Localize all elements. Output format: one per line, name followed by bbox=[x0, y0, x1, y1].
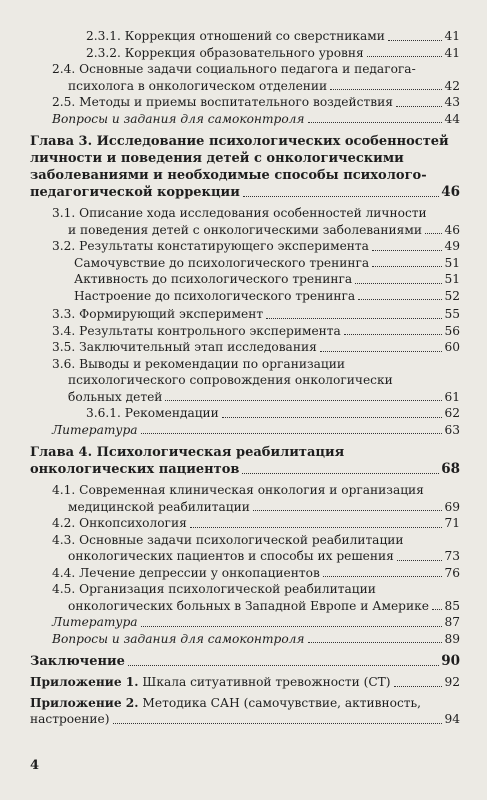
toc-entry-2-5[interactable]: 2.5. Методы и приемы воспитательного воздействия 43 bbox=[52, 95, 460, 109]
toc-entry-literature-4[interactable]: Литература 87 bbox=[52, 615, 460, 629]
toc-entry-2-3-1[interactable]: 2.3.1. Коррекция отношений со сверстниками 41 bbox=[86, 29, 460, 43]
toc-entry-3-1[interactable]: 3.1. Описание хода исследования особенностей личности и поведения детей с онкологическими заболеваниями 46 bbox=[52, 206, 460, 237]
toc-entry-3-3[interactable]: 3.3. Формирующий эксперимент 55 bbox=[52, 307, 460, 321]
toc-appendix-1[interactable]: Приложение 1. Шкала ситуативной тревожности (СТ) 92 bbox=[30, 675, 460, 689]
toc-entry-3-5[interactable]: 3.5. Заключительный этап исследования 60 bbox=[52, 340, 460, 354]
toc-entry-3-4[interactable]: 3.4. Результаты контрольного эксперимента 56 bbox=[52, 323, 460, 338]
toc-conclusion[interactable]: Заключение 90 bbox=[30, 653, 460, 669]
toc-entry-mood[interactable]: Настроение до психологического тренинга 52 bbox=[74, 288, 460, 303]
table-of-contents bbox=[30, 28, 460, 728]
toc-entry-3-6-1[interactable]: 3.6.1. Рекомендации 62 bbox=[86, 406, 460, 420]
toc-entry-4-1[interactable]: 4.1. Современная клиническая онкология и организация медицинской реабилитации 69 bbox=[52, 483, 460, 514]
toc-chapter-3[interactable]: Глава 3. Исследование психологических особенностей личности и поведения детей с онкологическими заболеваниями и необходимые способы психолого- педагогической коррекции 46 bbox=[30, 134, 460, 200]
page-number: 4 bbox=[30, 758, 40, 773]
toc-entry-activity[interactable]: Активность до психологического тренинга 51 bbox=[74, 272, 460, 286]
toc-appendix-2[interactable]: Приложение 2. Методика САН (самочувствие, активность, настроение) 94 bbox=[30, 695, 460, 726]
toc-chapter-4[interactable]: Глава 4. Психологическая реабилитация онкологических пациентов 68 bbox=[30, 445, 460, 477]
toc-entry-3-2[interactable]: 3.2. Результаты констатирующего эксперимента 49 bbox=[52, 239, 460, 253]
toc-entry-4-3[interactable]: 4.3. Основные задачи психологической реабилитации онкологических пациентов и способы их решения 73 bbox=[52, 532, 460, 563]
toc-entry-4-5[interactable]: 4.5. Организация психологической реабилитации онкологических больных в Западной Европе и Америке 85 bbox=[52, 582, 460, 613]
toc-entry-3-6[interactable]: 3.6. Выводы и рекомендации по организации психологического сопровождения онкологически больных детей 61 bbox=[52, 356, 460, 404]
toc-entry-4-4[interactable]: 4.4. Лечение депрессии у онкопациентов 76 bbox=[52, 565, 460, 580]
toc-entry-4-2[interactable]: 4.2. Онкопсихология 71 bbox=[52, 516, 460, 530]
toc-entry-questions-4[interactable]: Вопросы и задания для самоконтроля 89 bbox=[52, 631, 460, 646]
toc-entry-2-3-2[interactable]: 2.3.2. Коррекция образовательного уровня 41 bbox=[86, 45, 460, 60]
toc-entry-questions-2[interactable]: Вопросы и задания для самоконтроля 44 bbox=[52, 111, 460, 126]
toc-entry-literature-3[interactable]: Литература 63 bbox=[52, 422, 460, 437]
toc-entry-2-4[interactable]: 2.4. Основные задачи социального педагога и педагога- психолога в онкологическом отделении 42 bbox=[52, 62, 460, 93]
toc-entry-wellbeing[interactable]: Самочувствие до психологического тренинга 51 bbox=[74, 255, 460, 270]
